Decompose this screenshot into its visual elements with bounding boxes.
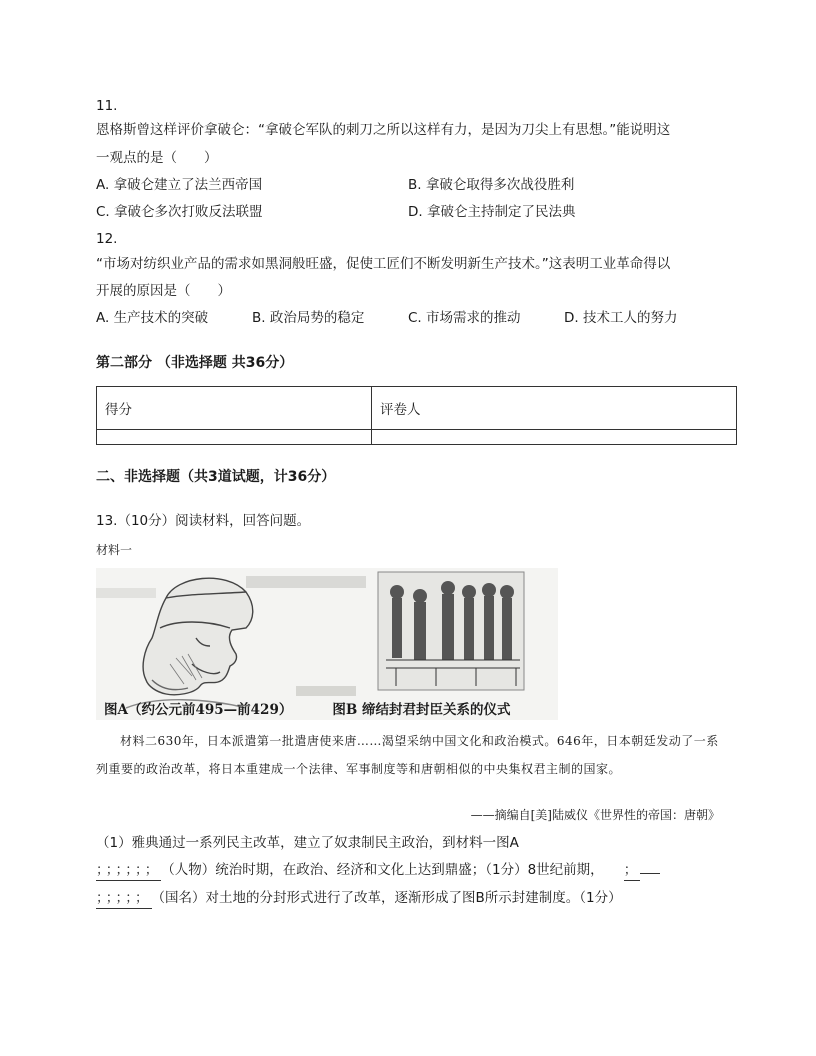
q13-intro: 13.（10分）阅读材料，回答问题。 bbox=[96, 513, 311, 529]
q12-option-a: A. 生产技术的突破 bbox=[96, 310, 209, 326]
q12-option-b: B. 政治局势的稳定 bbox=[252, 310, 365, 326]
q13-sub1-line3 bbox=[96, 888, 622, 909]
q11-number: 11. bbox=[96, 98, 118, 114]
material2-text: 材料二630年，日本派遣第一批遣唐使来唐……渴望采纳中国文化和政治模式。646年，日本朝廷发动了一系列重要的政治改革，将日本重建成一个法律、军事制度等和唐朝相似的中央集权君主制的国家。 bbox=[96, 734, 719, 776]
answer-blank-country-start[interactable]: ； bbox=[624, 860, 641, 881]
q11-stem-line1: 恩格斯曾这样评价拿破仑：“拿破仑军队的刺刀之所以这样有力，是因为刀尖上有思想。”能说明这 bbox=[96, 122, 671, 138]
q13-sub1-line2 bbox=[96, 860, 660, 881]
grader-label: 评卷人 bbox=[372, 387, 737, 430]
score-table bbox=[96, 386, 737, 445]
q11-option-a: A. 拿破仑建立了法兰西帝国 bbox=[96, 177, 263, 193]
q13-sub1-line2-text: （人物）统治时期，在政治、经济和文化上达到鼎盛；（1分）8世纪前期， bbox=[161, 862, 604, 878]
q13-sub1-line3-text: （国名）对土地的分封形式进行了改革，逐渐形成了图B所示封建制度。（1分） bbox=[151, 890, 622, 906]
answer-blank-person[interactable]: ；；；；；； bbox=[96, 860, 161, 881]
section2-title: 二、非选择题（共3道试题，计36分） bbox=[96, 469, 336, 485]
figure-caption-b: 图B 缔结封君封臣关系的仪式 bbox=[332, 702, 511, 718]
answer-blank-country[interactable]: ；；；；； bbox=[96, 888, 152, 909]
figure-caption bbox=[104, 698, 510, 718]
q11-option-d: D. 拿破仑主持制定了民法典 bbox=[408, 204, 576, 220]
q12-option-c: C. 市场需求的推动 bbox=[408, 310, 521, 326]
score-label: 得分 bbox=[97, 387, 372, 430]
q11-option-b: B. 拿破仑取得多次战役胜利 bbox=[408, 177, 575, 193]
q12-stem-line2: 开展的原因是（ ） bbox=[96, 283, 231, 299]
answer-blank-country-start-tail bbox=[640, 873, 660, 874]
vassal-ceremony-image bbox=[378, 572, 524, 690]
material2-source: ——摘编自[美]陆威仪《世界性的帝国：唐朝》 bbox=[470, 808, 720, 822]
q13-sub1-line1: （1）雅典通过一系列民主改革，建立了奴隶制民主政治，到材料一图A bbox=[96, 835, 519, 851]
grader-cell[interactable] bbox=[372, 430, 737, 445]
part2-title: 第二部分 （非选择题 共36分） bbox=[96, 355, 294, 371]
q12-stem-line1: “市场对纺织业产品的需求如黑洞般旺盛，促使工匠们不断发明新生产技术。”这表明工业革命得以 bbox=[96, 256, 671, 272]
q12-number: 12. bbox=[96, 231, 118, 247]
figure-caption-a: 图A（约公元前495—前429） bbox=[104, 702, 293, 718]
q11-stem-line2: 一观点的是（ ） bbox=[96, 150, 218, 166]
q12-option-d: D. 技术工人的努力 bbox=[564, 310, 678, 326]
material1-label: 材料一 bbox=[96, 543, 133, 557]
q11-option-c: C. 拿破仑多次打败反法联盟 bbox=[96, 204, 263, 220]
score-cell[interactable] bbox=[97, 430, 372, 445]
